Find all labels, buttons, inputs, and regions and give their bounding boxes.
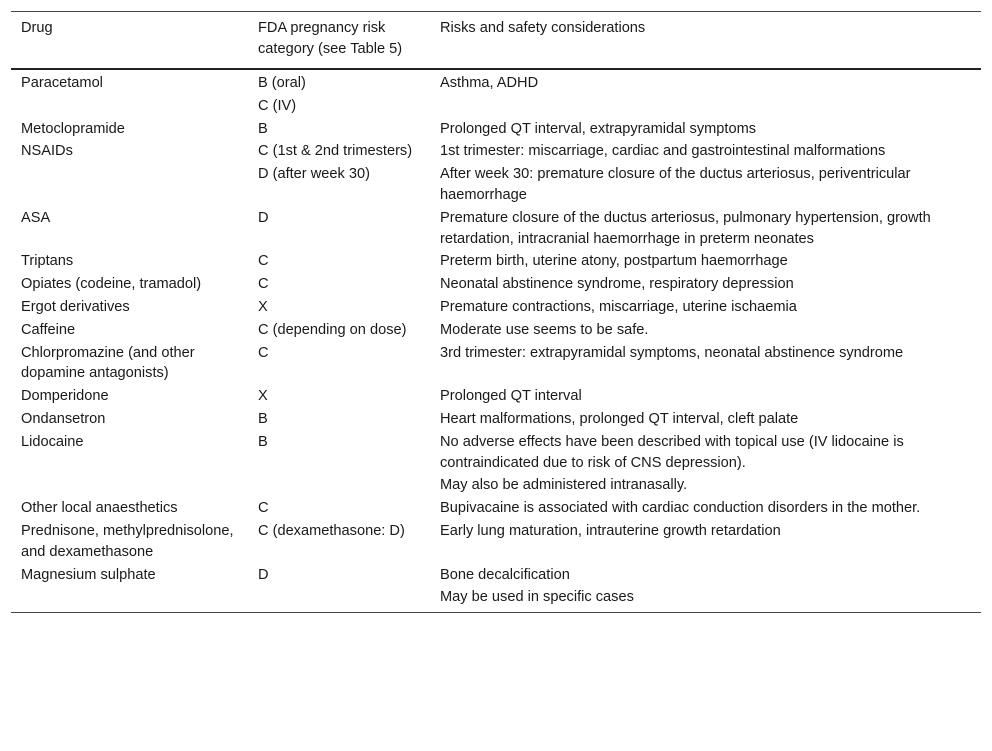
risk-cell: Heart malformations, prolonged QT interval, cleft palate: [440, 410, 799, 427]
table-row: [11, 95, 981, 118]
drug-cell: Triptans: [21, 253, 74, 270]
header-drug: Drug: [21, 20, 53, 36]
drug-cell: [11, 586, 248, 612]
drug-cell: Domperidone: [21, 388, 109, 405]
category-cell: B: [258, 433, 268, 450]
header-row: [11, 12, 981, 70]
drug-cell: Ondansetron: [21, 410, 106, 427]
category-cell: X: [258, 298, 268, 315]
category-cell: C (dexamethasone: D): [258, 522, 405, 539]
drug-cell: Chlorpromazine (and other dopamine antagonists): [21, 344, 195, 382]
drug-cell: Opiates (codeine, tramadol): [21, 276, 202, 293]
risk-cell: [430, 95, 981, 118]
table-row: [11, 207, 981, 251]
risk-cell: Early lung maturation, intrauterine growth retardation: [440, 522, 781, 539]
category-cell: C: [258, 276, 269, 293]
category-cell: C: [258, 344, 269, 361]
risk-cell: Premature closure of the ductus arteriosus, pulmonary hypertension, growth retardation, intracranial haemorrhage in preterm neonates: [440, 209, 931, 247]
header-fda-category: FDA pregnancy risk category (see Table 5): [258, 20, 403, 57]
risk-cell: Neonatal abstinence syndrome, respiratory depression: [440, 276, 794, 293]
risk-cell: 1st trimester: miscarriage, cardiac and gastrointestinal malformations: [440, 143, 886, 160]
risk-cell: May also be administered intranasally.: [440, 477, 688, 494]
risk-cell: Bone decalcification: [440, 566, 570, 583]
category-cell: C: [258, 500, 269, 517]
risk-cell: Prolonged QT interval, extrapyramidal symptoms: [440, 120, 757, 137]
risk-cell: May be used in specific cases: [440, 589, 634, 606]
table-row: [11, 296, 981, 319]
category-cell: C: [258, 253, 269, 270]
category-cell: B (oral): [258, 75, 306, 91]
header-risks: Risks and safety considerations: [440, 20, 646, 36]
drug-cell: Metoclopramide: [21, 120, 125, 137]
table-body: [11, 69, 981, 613]
category-cell: C (IV): [258, 97, 297, 114]
drug-cell: [11, 163, 248, 207]
table-row: [11, 586, 981, 612]
table-row: [11, 273, 981, 296]
risk-cell: Premature contractions, miscarriage, uterine ischaemia: [440, 298, 797, 315]
table-row: [11, 497, 981, 520]
table-row: [11, 564, 981, 587]
category-cell: B: [258, 120, 268, 137]
drug-cell: Caffeine: [21, 321, 76, 338]
table-row: [11, 385, 981, 408]
table-row: [11, 431, 981, 475]
category-cell: B: [258, 410, 268, 427]
drug-cell: Prednisone, methylprednisolone, and dexamethasone: [21, 522, 234, 560]
category-cell: D: [258, 566, 269, 583]
table-row: [11, 319, 981, 342]
table-row: [11, 408, 981, 431]
risk-cell: Bupivacaine is associated with cardiac conduction disorders in the mother.: [440, 500, 921, 517]
risk-cell: Asthma, ADHD: [440, 75, 539, 91]
table-row: [11, 520, 981, 564]
category-cell: [248, 586, 430, 612]
risk-cell: 3rd trimester: extrapyramidal symptoms, neonatal abstinence syndrome: [440, 344, 904, 361]
category-cell: [248, 474, 430, 497]
category-cell: X: [258, 388, 268, 405]
risk-cell: Prolonged QT interval: [440, 388, 582, 405]
category-cell: D (after week 30): [258, 166, 370, 183]
drug-cell: [11, 95, 248, 118]
drug-cell: ASA: [21, 209, 51, 226]
drug-cell: Ergot derivatives: [21, 298, 130, 315]
risk-cell: After week 30: premature closure of the ductus arteriosus, periventricular haemorrhage: [440, 166, 911, 203]
risk-cell: No adverse effects have been described with topical use (IV lidocaine is contraindicated due to risk of CNS depression).: [440, 433, 904, 471]
drug-cell: [11, 474, 248, 497]
drug-cell: Lidocaine: [21, 433, 84, 450]
table-row: [11, 342, 981, 386]
table-row: [11, 118, 981, 141]
table-row: [11, 69, 981, 95]
table-row: [11, 474, 981, 497]
category-cell: C (depending on dose): [258, 321, 407, 338]
table-row: [11, 140, 981, 163]
drug-cell: Paracetamol: [21, 75, 103, 91]
table-row: [11, 163, 981, 207]
drug-cell: NSAIDs: [21, 143, 73, 160]
category-cell: D: [258, 209, 269, 226]
drug-cell: Other local anaesthetics: [21, 500, 178, 517]
table-header: [11, 12, 981, 70]
drug-cell: Magnesium sulphate: [21, 566, 156, 583]
risk-cell: Moderate use seems to be safe.: [440, 321, 649, 338]
table-row: [11, 250, 981, 273]
drug-safety-table: [11, 11, 981, 613]
category-cell: C (1st & 2nd trimesters): [258, 143, 413, 160]
risk-cell: Preterm birth, uterine atony, postpartum haemorrhage: [440, 253, 788, 270]
